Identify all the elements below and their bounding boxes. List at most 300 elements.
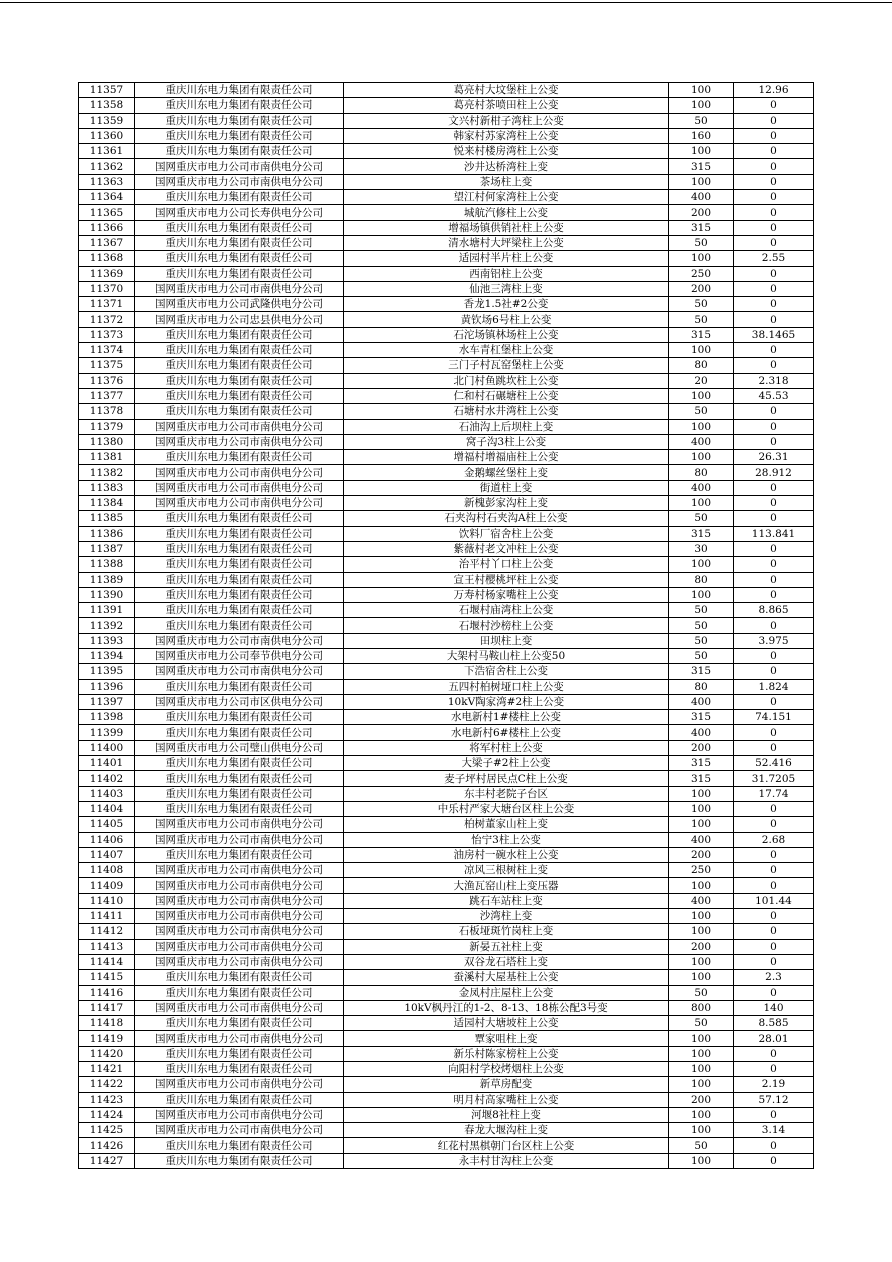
company-cell: 国网重庆市电力公司市南供电分公司: [135, 664, 344, 679]
transformer-name-cell: 西南铝柱上公变: [344, 266, 669, 281]
capacity-cell: 50: [669, 113, 734, 128]
transformer-name-cell: 仁和村石碾塘柱上公变: [344, 388, 669, 403]
capacity-cell: 100: [669, 1153, 734, 1168]
company-cell: 重庆川东电力集团有限责任公司: [135, 190, 344, 205]
capacity-cell: 100: [669, 1107, 734, 1122]
value-cell: 0: [734, 358, 814, 373]
table-row: [79, 358, 814, 373]
row-id-cell: 11373: [79, 327, 135, 342]
capacity-cell: 100: [669, 98, 734, 113]
row-id-cell: 11416: [79, 985, 135, 1000]
value-cell: 74.151: [734, 710, 814, 725]
table-row: [79, 174, 814, 189]
capacity-cell: 315: [669, 710, 734, 725]
row-id-cell: 11357: [79, 83, 135, 98]
table-row: [79, 893, 814, 908]
row-id-cell: 11368: [79, 251, 135, 266]
table-row: [79, 220, 814, 235]
value-cell: 0: [734, 664, 814, 679]
company-cell: 重庆川东电力集团有限责任公司: [135, 404, 344, 419]
table-row: [79, 1092, 814, 1107]
table-row: [79, 373, 814, 388]
company-cell: 国网重庆市电力公司市南供电分公司: [135, 1107, 344, 1122]
value-cell: 2.3: [734, 970, 814, 985]
value-cell: 0: [734, 434, 814, 449]
company-cell: 国网重庆市电力公司市南供电分公司: [135, 419, 344, 434]
table-row: [79, 541, 814, 556]
capacity-cell: 400: [669, 480, 734, 495]
row-id-cell: 11411: [79, 909, 135, 924]
table-row: [79, 128, 814, 143]
table-row: [79, 1016, 814, 1031]
row-id-cell: 11387: [79, 541, 135, 556]
company-cell: 重庆川东电力集团有限责任公司: [135, 1092, 344, 1107]
table-row: [79, 1000, 814, 1015]
capacity-cell: 315: [669, 220, 734, 235]
table-row: [79, 648, 814, 663]
table-row: [79, 1107, 814, 1122]
row-id-cell: 11361: [79, 144, 135, 159]
row-id-cell: 11374: [79, 343, 135, 358]
transformer-name-cell: 覃家咀柱上变: [344, 1031, 669, 1046]
value-cell: 3.14: [734, 1123, 814, 1138]
capacity-cell: 50: [669, 985, 734, 1000]
table-row: [79, 970, 814, 985]
table-row: [79, 817, 814, 832]
value-cell: 0: [734, 1153, 814, 1168]
value-cell: 0: [734, 297, 814, 312]
row-id-cell: 11417: [79, 1000, 135, 1015]
company-cell: 国网重庆市电力公司市南供电分公司: [135, 174, 344, 189]
company-cell: 国网重庆市电力公司市南供电分公司: [135, 832, 344, 847]
value-cell: 113.841: [734, 526, 814, 541]
transformer-name-cell: 蚕溪村大屋基柱上公变: [344, 970, 669, 985]
table-row: [79, 587, 814, 602]
company-cell: 国网重庆市电力公司市南供电分公司: [135, 159, 344, 174]
table-row: [79, 1031, 814, 1046]
company-cell: 国网重庆市电力公司市南供电分公司: [135, 1077, 344, 1092]
table-row: [79, 1062, 814, 1077]
capacity-cell: 100: [669, 557, 734, 572]
company-cell: 国网重庆市电力公司奉节供电分公司: [135, 648, 344, 663]
capacity-cell: 50: [669, 1138, 734, 1153]
capacity-cell: 100: [669, 251, 734, 266]
value-cell: 1.824: [734, 679, 814, 694]
row-id-cell: 11412: [79, 924, 135, 939]
company-cell: 重庆川东电力集团有限责任公司: [135, 710, 344, 725]
value-cell: 3.975: [734, 633, 814, 648]
company-cell: 重庆川东电力集团有限责任公司: [135, 557, 344, 572]
table-row: [79, 327, 814, 342]
row-id-cell: 11363: [79, 174, 135, 189]
company-cell: 重庆川东电力集团有限责任公司: [135, 1062, 344, 1077]
table-row: [79, 954, 814, 969]
capacity-cell: 100: [669, 909, 734, 924]
row-id-cell: 11376: [79, 373, 135, 388]
table-row: [79, 113, 814, 128]
row-id-cell: 11394: [79, 648, 135, 663]
row-id-cell: 11380: [79, 434, 135, 449]
capacity-cell: 315: [669, 756, 734, 771]
table-row: [79, 480, 814, 495]
capacity-cell: 100: [669, 587, 734, 602]
row-id-cell: 11371: [79, 297, 135, 312]
table-row: [79, 465, 814, 480]
capacity-cell: 100: [669, 1031, 734, 1046]
company-cell: 重庆川东电力集团有限责任公司: [135, 388, 344, 403]
row-id-cell: 11395: [79, 664, 135, 679]
company-cell: 国网重庆市电力公司市南供电分公司: [135, 434, 344, 449]
row-id-cell: 11383: [79, 480, 135, 495]
value-cell: 0: [734, 541, 814, 556]
transformer-name-cell: 石塘村水井湾柱上公变: [344, 404, 669, 419]
company-cell: 重庆川东电力集团有限责任公司: [135, 847, 344, 862]
table-row: [79, 388, 814, 403]
capacity-cell: 20: [669, 373, 734, 388]
capacity-cell: 400: [669, 725, 734, 740]
value-cell: 0: [734, 740, 814, 755]
transformer-name-cell: 万寿村杨家嘴柱上公变: [344, 587, 669, 602]
capacity-cell: 400: [669, 893, 734, 908]
company-cell: 重庆川东电力集团有限责任公司: [135, 970, 344, 985]
company-cell: 重庆川东电力集团有限责任公司: [135, 526, 344, 541]
value-cell: 26.31: [734, 450, 814, 465]
value-cell: 0: [734, 159, 814, 174]
company-cell: 国网重庆市电力公司长寿供电分公司: [135, 205, 344, 220]
capacity-cell: 100: [669, 924, 734, 939]
value-cell: 0: [734, 985, 814, 1000]
capacity-cell: 315: [669, 159, 734, 174]
capacity-cell: 100: [669, 419, 734, 434]
row-id-cell: 11391: [79, 603, 135, 618]
capacity-cell: 100: [669, 801, 734, 816]
capacity-cell: 50: [669, 511, 734, 526]
transformer-name-cell: 石堰村沙榜柱上公变: [344, 618, 669, 633]
transformer-name-cell: 文兴村新柑子湾柱上公变: [344, 113, 669, 128]
capacity-cell: 80: [669, 358, 734, 373]
company-cell: 重庆川东电力集团有限责任公司: [135, 786, 344, 801]
company-cell: 重庆川东电力集团有限责任公司: [135, 985, 344, 1000]
table-row: [79, 526, 814, 541]
company-cell: 国网重庆市电力公司市区供电分公司: [135, 694, 344, 709]
transformer-name-cell: 凉风三根树柱上变: [344, 863, 669, 878]
value-cell: 8.585: [734, 1016, 814, 1031]
row-id-cell: 11427: [79, 1153, 135, 1168]
company-cell: 重庆川东电力集团有限责任公司: [135, 327, 344, 342]
company-cell: 国网重庆市电力公司市南供电分公司: [135, 878, 344, 893]
transformer-name-cell: 中乐村严家大塘台区柱上公变: [344, 801, 669, 816]
capacity-cell: 100: [669, 1077, 734, 1092]
table-row: [79, 740, 814, 755]
company-cell: 重庆川东电力集团有限责任公司: [135, 235, 344, 250]
transformer-name-cell: 紫薇村老文冲柱上公变: [344, 541, 669, 556]
transformer-name-cell: 向阳村学校烤烟柱上公变: [344, 1062, 669, 1077]
value-cell: 0: [734, 235, 814, 250]
capacity-cell: 100: [669, 450, 734, 465]
table-row: [79, 801, 814, 816]
capacity-cell: 100: [669, 1062, 734, 1077]
transformer-name-cell: 窝子沟3柱上公变: [344, 434, 669, 449]
company-cell: 重庆川东电力集团有限责任公司: [135, 679, 344, 694]
capacity-cell: 400: [669, 832, 734, 847]
transformer-name-cell: 下浩宿舍柱上公变: [344, 664, 669, 679]
table-row: [79, 1077, 814, 1092]
table-row: [79, 190, 814, 205]
row-id-cell: 11377: [79, 388, 135, 403]
value-cell: 57.12: [734, 1092, 814, 1107]
table-row: [79, 1153, 814, 1168]
company-cell: 国网重庆市电力公司市南供电分公司: [135, 893, 344, 908]
transformer-name-cell: 大梁子#2柱上公变: [344, 756, 669, 771]
table-row: [79, 985, 814, 1000]
table-row: [79, 1046, 814, 1061]
company-cell: 国网重庆市电力公司市南供电分公司: [135, 465, 344, 480]
row-id-cell: 11419: [79, 1031, 135, 1046]
value-cell: 0: [734, 939, 814, 954]
company-cell: 重庆川东电力集团有限责任公司: [135, 511, 344, 526]
company-cell: 国网重庆市电力公司璧山供电分公司: [135, 740, 344, 755]
row-id-cell: 11389: [79, 572, 135, 587]
value-cell: 0: [734, 1138, 814, 1153]
table-row: [79, 404, 814, 419]
table-row: [79, 924, 814, 939]
company-cell: 重庆川东电力集团有限责任公司: [135, 725, 344, 740]
transformer-name-cell: 10kV枫丹江的1-2、8-13、18栋公配3号变: [344, 1000, 669, 1015]
table-row: [79, 144, 814, 159]
transformer-name-cell: 永丰村甘沟柱上公变: [344, 1153, 669, 1168]
table-row: [79, 450, 814, 465]
company-cell: 重庆川东电力集团有限责任公司: [135, 220, 344, 235]
value-cell: 0: [734, 205, 814, 220]
value-cell: 0: [734, 863, 814, 878]
value-cell: 140: [734, 1000, 814, 1015]
transformer-name-cell: 将军村柱上公变: [344, 740, 669, 755]
row-id-cell: 11426: [79, 1138, 135, 1153]
row-id-cell: 11378: [79, 404, 135, 419]
transformer-name-cell: 石堰村庙湾柱上公变: [344, 603, 669, 618]
value-cell: 0: [734, 924, 814, 939]
transformer-name-cell: 茶场柱上变: [344, 174, 669, 189]
row-id-cell: 11364: [79, 190, 135, 205]
value-cell: 0: [734, 266, 814, 281]
company-cell: 国网重庆市电力公司市南供电分公司: [135, 281, 344, 296]
row-id-cell: 11358: [79, 98, 135, 113]
transformer-name-cell: 石板垭斑竹岗柱上变: [344, 924, 669, 939]
row-id-cell: 11360: [79, 128, 135, 143]
capacity-cell: 400: [669, 434, 734, 449]
table-row: [79, 251, 814, 266]
table-row: [79, 434, 814, 449]
capacity-cell: 100: [669, 954, 734, 969]
value-cell: 0: [734, 1107, 814, 1122]
transformer-name-cell: 石沱场镇林场柱上公变: [344, 327, 669, 342]
value-cell: 45.53: [734, 388, 814, 403]
row-id-cell: 11396: [79, 679, 135, 694]
value-cell: 0: [734, 909, 814, 924]
transformer-name-cell: 怡宁3柱上公变: [344, 832, 669, 847]
row-id-cell: 11372: [79, 312, 135, 327]
row-id-cell: 11399: [79, 725, 135, 740]
transformer-name-cell: 双谷龙石塔柱上变: [344, 954, 669, 969]
table-row: [79, 419, 814, 434]
capacity-cell: 50: [669, 603, 734, 618]
company-cell: 重庆川东电力集团有限责任公司: [135, 343, 344, 358]
transformer-name-cell: 田坝柱上变: [344, 633, 669, 648]
company-cell: 重庆川东电力集团有限责任公司: [135, 83, 344, 98]
company-cell: 重庆川东电力集团有限责任公司: [135, 144, 344, 159]
table-row: [79, 863, 814, 878]
value-cell: 101.44: [734, 893, 814, 908]
row-id-cell: 11402: [79, 771, 135, 786]
company-cell: 重庆川东电力集团有限责任公司: [135, 358, 344, 373]
company-cell: 重庆川东电力集团有限责任公司: [135, 450, 344, 465]
transformer-name-cell: 适园村大塘坡柱上公变: [344, 1016, 669, 1031]
value-cell: 0: [734, 847, 814, 862]
company-cell: 重庆川东电力集团有限责任公司: [135, 603, 344, 618]
row-id-cell: 11375: [79, 358, 135, 373]
row-id-cell: 11414: [79, 954, 135, 969]
capacity-cell: 80: [669, 465, 734, 480]
company-cell: 重庆川东电力集团有限责任公司: [135, 572, 344, 587]
table-row: [79, 756, 814, 771]
company-cell: 国网重庆市电力公司市南供电分公司: [135, 939, 344, 954]
transformer-name-cell: 10kV陶家湾#2柱上公变: [344, 694, 669, 709]
capacity-cell: 100: [669, 878, 734, 893]
transformer-name-cell: 春龙大堰沟柱上变: [344, 1123, 669, 1138]
value-cell: 0: [734, 480, 814, 495]
transformer-name-cell: 黄钦场6号柱上公变: [344, 312, 669, 327]
value-cell: 0: [734, 587, 814, 602]
row-id-cell: 11405: [79, 817, 135, 832]
row-id-cell: 11400: [79, 740, 135, 755]
transformer-name-cell: 清水塘村大坪梁柱上公变: [344, 235, 669, 250]
company-cell: 国网重庆市电力公司市南供电分公司: [135, 633, 344, 648]
table-row: [79, 618, 814, 633]
value-cell: 0: [734, 725, 814, 740]
company-cell: 重庆川东电力集团有限责任公司: [135, 1153, 344, 1168]
value-cell: 0: [734, 419, 814, 434]
table-row: [79, 725, 814, 740]
capacity-cell: 50: [669, 1016, 734, 1031]
table-body: [79, 83, 814, 1169]
company-cell: 国网重庆市电力公司市南供电分公司: [135, 1123, 344, 1138]
table-row: [79, 159, 814, 174]
transformer-name-cell: 增福场镇供销社柱上公变: [344, 220, 669, 235]
transformer-name-cell: 仙池三湾柱上变: [344, 281, 669, 296]
value-cell: 0: [734, 618, 814, 633]
company-cell: 国网重庆市电力公司市南供电分公司: [135, 1031, 344, 1046]
company-cell: 重庆川东电力集团有限责任公司: [135, 113, 344, 128]
table-row: [79, 694, 814, 709]
table-row: [79, 710, 814, 725]
table-row: [79, 909, 814, 924]
transformer-name-cell: 明月村高家嘴柱上公变: [344, 1092, 669, 1107]
row-id-cell: 11420: [79, 1046, 135, 1061]
transformer-name-cell: 治平村丫口柱上公变: [344, 557, 669, 572]
value-cell: 0: [734, 694, 814, 709]
transformer-name-cell: 石油沟上后坝柱上变: [344, 419, 669, 434]
company-cell: 重庆川东电力集团有限责任公司: [135, 756, 344, 771]
row-id-cell: 11359: [79, 113, 135, 128]
capacity-cell: 50: [669, 648, 734, 663]
value-cell: 0: [734, 801, 814, 816]
row-id-cell: 11422: [79, 1077, 135, 1092]
capacity-cell: 315: [669, 327, 734, 342]
company-cell: 重庆川东电力集团有限责任公司: [135, 1138, 344, 1153]
table-row: [79, 83, 814, 98]
capacity-cell: 200: [669, 205, 734, 220]
table-row: [79, 343, 814, 358]
value-cell: 38.1465: [734, 327, 814, 342]
row-id-cell: 11397: [79, 694, 135, 709]
value-cell: 0: [734, 190, 814, 205]
transformer-name-cell: 沙井达桥湾柱上变: [344, 159, 669, 174]
capacity-cell: 100: [669, 496, 734, 511]
value-cell: 0: [734, 648, 814, 663]
transformer-name-cell: 麦子坪村居民点C柱上公变: [344, 771, 669, 786]
value-cell: 28.912: [734, 465, 814, 480]
capacity-cell: 100: [669, 970, 734, 985]
row-id-cell: 11418: [79, 1016, 135, 1031]
capacity-cell: 315: [669, 526, 734, 541]
table-row: [79, 312, 814, 327]
table-row: [79, 847, 814, 862]
capacity-cell: 30: [669, 541, 734, 556]
transformer-name-cell: 三门子村瓦窑堡柱上公变: [344, 358, 669, 373]
row-id-cell: 11398: [79, 710, 135, 725]
capacity-cell: 100: [669, 1046, 734, 1061]
capacity-cell: 250: [669, 863, 734, 878]
capacity-cell: 80: [669, 679, 734, 694]
capacity-cell: 100: [669, 343, 734, 358]
transformer-name-cell: 望江村何家湾柱上公变: [344, 190, 669, 205]
value-cell: 0: [734, 174, 814, 189]
row-id-cell: 11388: [79, 557, 135, 572]
value-cell: 0: [734, 1046, 814, 1061]
capacity-cell: 50: [669, 633, 734, 648]
transformer-name-cell: 葛亮村茶喷田柱上公变: [344, 98, 669, 113]
capacity-cell: 100: [669, 1123, 734, 1138]
row-id-cell: 11366: [79, 220, 135, 235]
transformer-name-cell: 柏树董家山柱上变: [344, 817, 669, 832]
row-id-cell: 11409: [79, 878, 135, 893]
transformer-name-cell: 新乐村陈家榜柱上公变: [344, 1046, 669, 1061]
table-row: [79, 266, 814, 281]
value-cell: 8.865: [734, 603, 814, 618]
company-cell: 重庆川东电力集团有限责任公司: [135, 587, 344, 602]
row-id-cell: 11369: [79, 266, 135, 281]
transformer-name-cell: 红花村黑棋朝门台区柱上公变: [344, 1138, 669, 1153]
company-cell: 国网重庆市电力公司市南供电分公司: [135, 480, 344, 495]
table-row: [79, 235, 814, 250]
transformer-name-cell: 宣王村樱桃坪柱上公变: [344, 572, 669, 587]
company-cell: 国网重庆市电力公司市南供电分公司: [135, 924, 344, 939]
company-cell: 国网重庆市电力公司忠县供电分公司: [135, 312, 344, 327]
company-cell: 国网重庆市电力公司市南供电分公司: [135, 909, 344, 924]
value-cell: 31.7205: [734, 771, 814, 786]
value-cell: 0: [734, 113, 814, 128]
value-cell: 52.416: [734, 756, 814, 771]
company-cell: 国网重庆市电力公司市南供电分公司: [135, 496, 344, 511]
company-cell: 重庆川东电力集团有限责任公司: [135, 251, 344, 266]
value-cell: 0: [734, 557, 814, 572]
row-id-cell: 11390: [79, 587, 135, 602]
value-cell: 0: [734, 404, 814, 419]
row-id-cell: 11403: [79, 786, 135, 801]
company-cell: 国网重庆市电力公司市南供电分公司: [135, 954, 344, 969]
value-cell: 0: [734, 98, 814, 113]
table-row: [79, 771, 814, 786]
